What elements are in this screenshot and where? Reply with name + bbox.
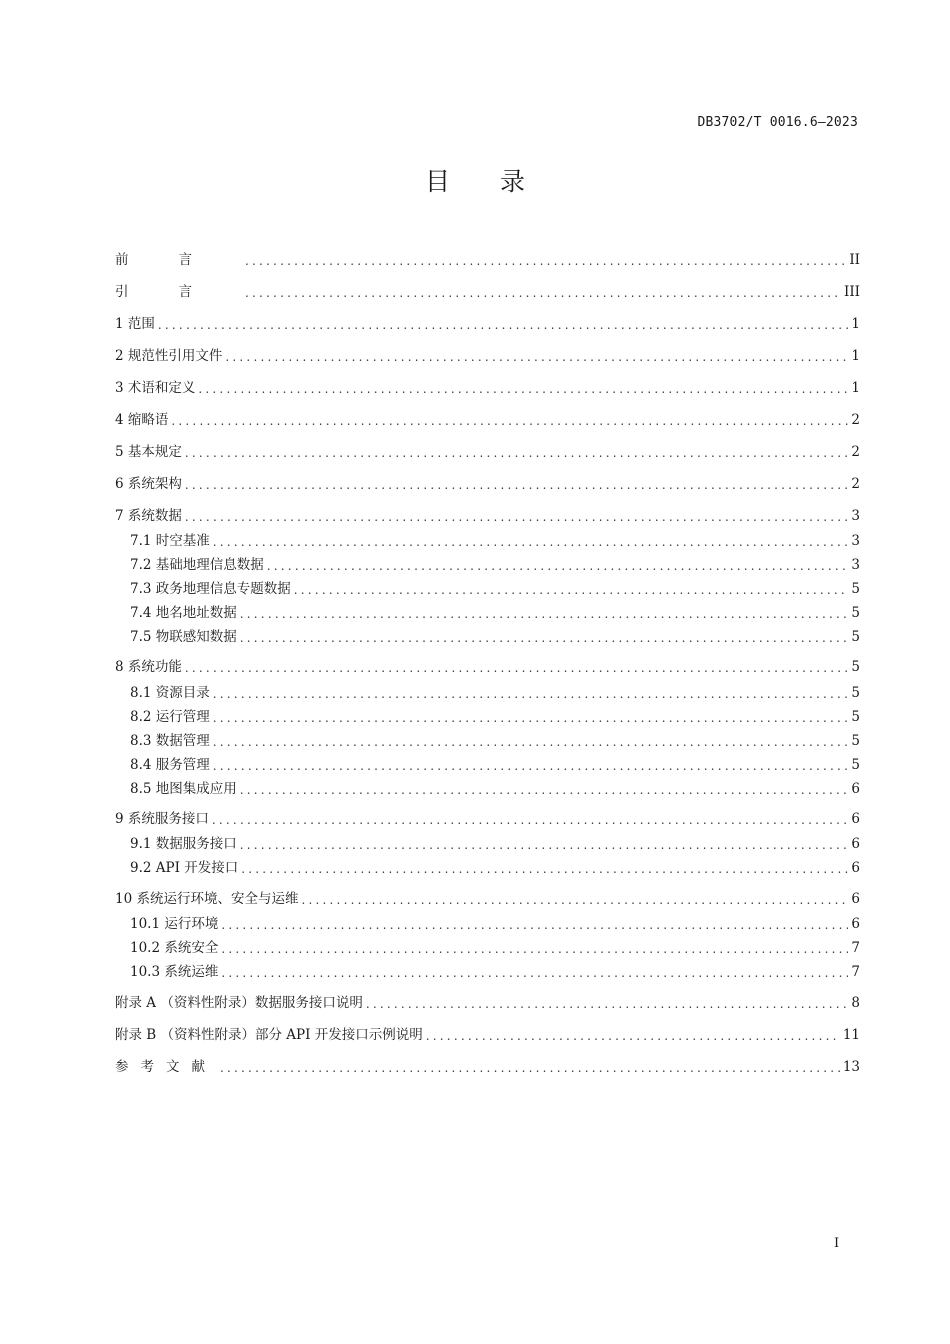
toc-entry-page: 5 xyxy=(851,581,860,597)
toc-entry-page: 2 xyxy=(851,444,860,460)
toc-entry-label: 9.1 数据服务接口 xyxy=(130,836,237,852)
toc-entry-page: 5 xyxy=(851,659,860,675)
toc-entry-8-4[interactable] xyxy=(130,756,860,774)
toc-entry-8-5[interactable] xyxy=(130,780,860,798)
toc-entry-label: 1 范围 xyxy=(115,316,155,332)
leader-dots xyxy=(212,812,849,828)
page-number: I xyxy=(834,1236,840,1251)
toc-entry-7-3[interactable] xyxy=(130,580,860,598)
toc-entry-7-2[interactable] xyxy=(130,556,860,574)
toc-entry-label: 前言 xyxy=(115,252,242,268)
toc-entry-page: 5 xyxy=(851,685,860,701)
leader-dots xyxy=(213,534,849,550)
toc-entry-9-2[interactable] xyxy=(130,859,860,877)
toc-entry-page: 3 xyxy=(851,557,860,573)
toc-entry-10-1[interactable] xyxy=(130,915,860,933)
toc-entry-appendix-b[interactable] xyxy=(115,1026,860,1044)
toc-entry-9[interactable] xyxy=(115,810,860,828)
toc-title: 目录 xyxy=(424,167,575,196)
toc-entry-8[interactable] xyxy=(115,658,860,676)
toc-entry-label: 7.4 地名地址数据 xyxy=(130,605,237,621)
toc-entry-page: 7 xyxy=(851,940,860,956)
leader-dots xyxy=(426,1028,840,1044)
toc-entry-page: 5 xyxy=(851,757,860,773)
toc-entry-label: 7.5 物联感知数据 xyxy=(130,629,237,645)
toc-entry-label: 9.2 API 开发接口 xyxy=(130,860,239,876)
leader-dots xyxy=(221,917,848,933)
leader-dots xyxy=(267,558,849,574)
toc-entry-page: 1 xyxy=(851,316,860,332)
toc-entry-page: 6 xyxy=(851,836,860,852)
toc-entry-6[interactable] xyxy=(115,475,860,493)
toc-entry-7-4[interactable] xyxy=(130,604,860,622)
leader-dots xyxy=(213,758,849,774)
leader-dots xyxy=(213,686,849,702)
toc-entry-label: 10 系统运行环境、安全与运维 xyxy=(115,891,299,907)
toc-entry-10[interactable] xyxy=(115,890,860,908)
toc-entry-label: 7.1 时空基准 xyxy=(130,533,210,549)
toc-entry-7-5[interactable] xyxy=(130,628,860,646)
leader-dots xyxy=(185,660,849,676)
toc-entry-label: 8.4 服务管理 xyxy=(130,757,210,773)
toc-entry-7-1[interactable] xyxy=(130,532,860,550)
toc-entry-page: 2 xyxy=(851,412,860,428)
toc-entry-label: 10.3 系统运维 xyxy=(130,964,219,980)
leader-dots xyxy=(221,965,848,981)
document-code: DB3702/T 0016.6—2023 xyxy=(697,115,858,130)
toc-entry-page: 7 xyxy=(851,964,860,980)
toc-entry-label: 8.5 地图集成应用 xyxy=(130,781,237,797)
leader-dots xyxy=(240,606,849,622)
toc-entry-label: 8.1 资源目录 xyxy=(130,685,210,701)
leader-dots xyxy=(213,710,849,726)
toc-entry-page: 3 xyxy=(851,508,860,524)
toc-entry-introduction[interactable] xyxy=(115,283,860,301)
leader-dots xyxy=(171,413,848,429)
toc-entry-8-1[interactable] xyxy=(130,684,860,702)
toc-entry-9-1[interactable] xyxy=(130,835,860,853)
toc-entry-label: 4 缩略语 xyxy=(115,412,169,428)
toc-entry-label: 6 系统架构 xyxy=(115,476,182,492)
toc-entry-page: 6 xyxy=(851,811,860,827)
leader-dots xyxy=(240,630,849,646)
toc-entry-label: 8.2 运行管理 xyxy=(130,709,210,725)
toc-entry-page: 5 xyxy=(851,709,860,725)
leader-dots xyxy=(185,509,849,525)
toc-entry-5[interactable] xyxy=(115,443,860,461)
leader-dots xyxy=(245,253,846,269)
toc-entry-7[interactable] xyxy=(115,507,860,525)
toc-entry-8-3[interactable] xyxy=(130,732,860,750)
toc-entry-page: 6 xyxy=(851,916,860,932)
toc-entry-label: 8 系统功能 xyxy=(115,659,182,675)
toc-entry-page: 6 xyxy=(851,891,860,907)
toc-entry-page: 8 xyxy=(851,995,860,1011)
toc-entry-label: 8.3 数据管理 xyxy=(130,733,210,749)
leader-dots xyxy=(221,941,848,957)
toc-entry-label: 7 系统数据 xyxy=(115,508,182,524)
toc-entry-label: 2 规范性引用文件 xyxy=(115,348,223,364)
leader-dots xyxy=(158,317,849,333)
toc-entry-page: 1 xyxy=(851,380,860,396)
toc-entry-page: 3 xyxy=(851,533,860,549)
toc-entry-4[interactable] xyxy=(115,411,860,429)
toc-entry-label: 参考文献 xyxy=(115,1059,217,1075)
toc-entry-page: 5 xyxy=(851,605,860,621)
toc-entry-3[interactable] xyxy=(115,379,860,397)
toc-entry-page: 2 xyxy=(851,476,860,492)
leader-dots xyxy=(245,285,841,301)
toc-entry-label: 10.1 运行环境 xyxy=(130,916,219,932)
toc-entry-page: II xyxy=(849,252,860,268)
toc-entry-label: 附录 B （资料性附录）部分 API 开发接口示例说明 xyxy=(115,1027,423,1043)
leader-dots xyxy=(240,837,849,853)
leader-dots xyxy=(185,445,849,461)
leader-dots xyxy=(366,996,849,1012)
toc-entry-bibliography[interactable] xyxy=(115,1058,860,1076)
toc-entry-label: 3 术语和定义 xyxy=(115,380,196,396)
toc-entry-label: 5 基本规定 xyxy=(115,444,182,460)
toc-entry-page: 6 xyxy=(851,781,860,797)
leader-dots xyxy=(294,582,849,598)
toc-entry-1[interactable] xyxy=(115,315,860,333)
toc-entry-page: 13 xyxy=(842,1059,860,1075)
toc-entry-label: 7.3 政务地理信息专题数据 xyxy=(130,581,291,597)
leader-dots xyxy=(241,861,848,877)
toc-entry-page: 1 xyxy=(851,348,860,364)
toc-entry-page: 11 xyxy=(842,1027,860,1043)
toc-entry-appendix-a[interactable] xyxy=(115,994,860,1012)
toc-entry-page: 6 xyxy=(851,860,860,876)
toc-entry-2[interactable] xyxy=(115,347,860,365)
toc-entry-8-2[interactable] xyxy=(130,708,860,726)
leader-dots xyxy=(240,782,849,798)
toc-entry-page: 5 xyxy=(851,733,860,749)
toc-entry-label: 10.2 系统安全 xyxy=(130,940,219,956)
toc-entry-10-3[interactable] xyxy=(130,963,860,981)
leader-dots xyxy=(198,381,848,397)
toc-entry-page: III xyxy=(844,284,860,300)
leader-dots xyxy=(213,734,849,750)
leader-dots xyxy=(225,349,848,365)
toc-entry-label: 9 系统服务接口 xyxy=(115,811,209,827)
toc-entry-page: 5 xyxy=(851,629,860,645)
leader-dots xyxy=(185,477,849,493)
toc-entry-foreword[interactable] xyxy=(115,251,860,269)
toc-entry-label: 引言 xyxy=(115,284,242,300)
toc-entry-label: 7.2 基础地理信息数据 xyxy=(130,557,264,573)
toc-entry-label: 附录 A （资料性附录）数据服务接口说明 xyxy=(115,995,363,1011)
leader-dots xyxy=(220,1060,840,1076)
leader-dots xyxy=(301,892,848,908)
toc-entry-10-2[interactable] xyxy=(130,939,860,957)
